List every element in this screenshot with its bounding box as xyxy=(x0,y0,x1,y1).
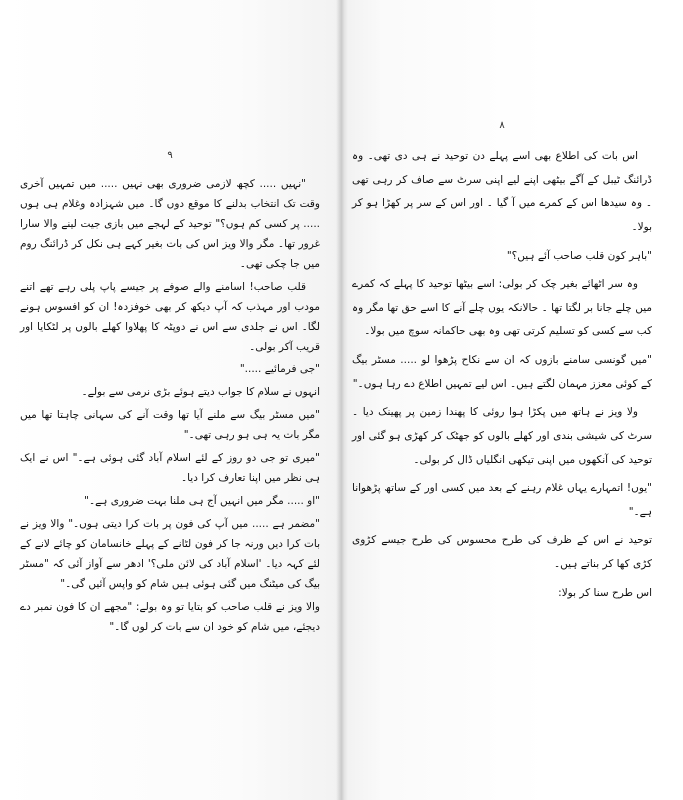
paragraph: وہ سر اٹھائے بغیر چک کر بولی: اسے بیٹھا توحید کا پہلے کہ کمرے میں چلے جانا بر لگتا تھا ۔ حالانکہ یوں چلے آنے کا اسے حق تھا مگر وہ کب سے کسی کو تسلیم کرتی تھی وہ بھی حاکمانہ سوچ میں بولا۔ xyxy=(352,278,652,338)
paragraph: "میں گونسی سامنے بازوں کہ ان سے نکاح پڑھوا لو ..... مسٹر بیگ کے کوئی معزز مہمان لگتے ہیں۔ اس لیے تمہیں اطلاع دے رہا ہوں۔" xyxy=(352,354,652,390)
page-right-body xyxy=(352,145,652,605)
paragraph: "باہر کون قلب صاحب آئے ہیں؟" xyxy=(506,249,652,262)
book-gutter-shadow xyxy=(336,0,348,800)
paragraph: اس بات کی اطلاع بھی اسے پہلے دن توحید نے ہی دی تھی۔ وہ ڈرائنگ ٹیبل کے آگے بیٹھی اپنے لیے اپنی سرٹ سے صاف کر رہی تھی ۔ وہ سیدھا اس کے کمرے میں آ گیا ۔ اور اس کے سر پر کھڑا ہو کر بولا۔ xyxy=(352,150,652,233)
paragraph: ولا ویز نے ہاتھ میں پکڑا ہوا روئی کا پھندا زمین پر پھینک دیا ۔ سرٹ کی شیشی بندی اور کھلے بالوں کو جھٹک کر کھڑی ہو گئی اور توحید کی آنکھوں میں اپنی تیکھی انگلیاں ڈال کر بولی۔ xyxy=(352,406,652,466)
paragraph: والا ویز نے قلب صاحب کو بتایا تو وہ بولے: "مجھے ان کا فون نمبر دے دیجئے، میں شام کو خود ان سے بات کر لوں گا۔" xyxy=(20,600,320,633)
paragraph: "مضمر ہے ..... میں آپ کی فون پر بات کرا دیتی ہوں۔" والا ویز نے بات کرا دیں ورنہ جا کر فون لٹانے کے پہلے خانسامان کو چائے لانے کے لئے کہہ دیا۔ 'اسلام آباد کی لائن ملی؟' ادھر سے آواز آئی کہ "مسٹر بیگ کی میٹنگ میں گئی ہوئی ہیں شام کو واپس آئیں گی۔" xyxy=(20,518,320,590)
paragraph: "میں مسٹر بیگ سے ملنے آیا تھا وقت آنے کی سہانی چاہتا تھا میں مگر بات یہ ہی ہو رہی تھی۔" xyxy=(20,409,320,442)
page-left-body xyxy=(20,175,320,638)
paragraph: اس طرح سنا کر بولا: xyxy=(558,586,652,599)
paragraph: "جی فرمائیے ....." xyxy=(239,363,320,376)
paragraph: قلب صاحب! اسامنے والے صوفے پر جیسے پاپ پلی رہے تھے اتنے مودب اور مہذب کہ آپ دیکھ کر بھی خوفزدہ! ان کو افسوس ہونے لگا۔ اس نے جلدی سے اس نے دوپٹہ کا پھلاوا کھلے بالوں پر لٹکایا اور قریب آکر بولی۔ xyxy=(20,280,320,353)
page-left xyxy=(20,150,320,641)
paragraph: توحید نے اس کے ظرف کی طرح محسوس کی طرح جیسے کڑوی کڑی کھا کر بناتے ہیں۔ xyxy=(352,534,652,570)
paragraph: "او ..... مگر میں انہیں آج ہی ملنا بہت ضروری ہے۔" xyxy=(84,495,320,508)
page-number-right: ۸ xyxy=(499,120,505,131)
page-right xyxy=(352,120,652,610)
paragraph: "یوں! اتمہارے یہاں غلام رہنے کے بعد میں کسی اور کے ساتھ پڑھوانا ہے۔" xyxy=(352,482,652,518)
paragraph: "میری تو جی دو روز کے لئے اسلام آباد گئی ہوئی ہے۔" اس نے ایک ہی نظر میں اپنا تعارف کرا دیا۔ xyxy=(20,452,320,485)
paragraph: انہوں نے سلام کا جواب دیتے ہوئے بڑی نرمی سے بولے۔ xyxy=(81,386,320,399)
paragraph: "نہیں ..... کچھ لازمی ضروری بھی نہیں ..... میں تمہیں آخری وقت تک انتخاب بدلنے کا موقع دوں گا۔ میں شہزادہ وغلام ہی ہوں ..... پر کسی کم ہوں؟" توحید کے لہجے میں بازی جیت لینے والا سارا غرور تھا۔ مگر والا ویز اس کی بات بغیر کہے ہی نکل کر ڈرائنگ روم میں جا چکی تھی۔ xyxy=(20,178,320,270)
page-number-left: ۹ xyxy=(167,150,173,161)
